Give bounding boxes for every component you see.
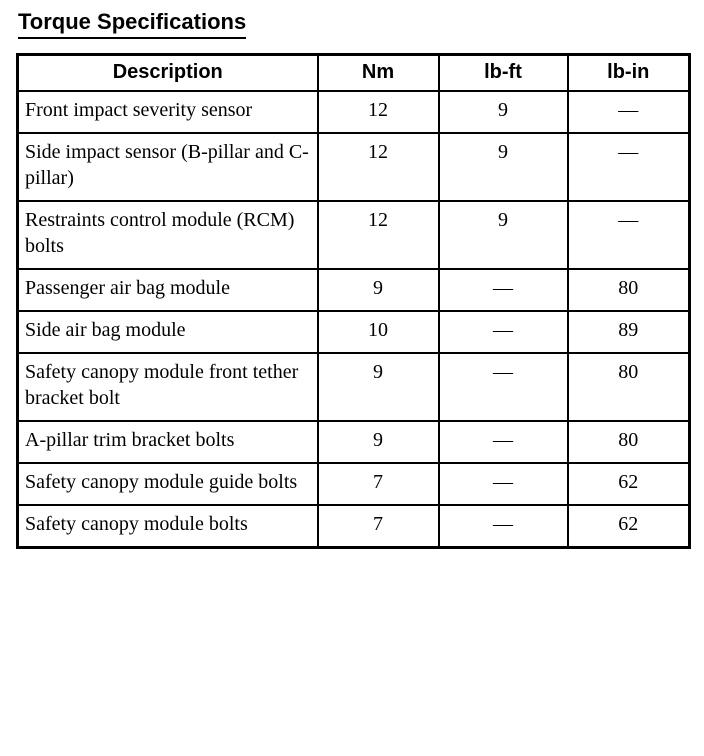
page-title: Torque Specifications [18, 10, 246, 39]
header-nm: Nm [318, 55, 439, 92]
cell-nm: 12 [318, 133, 439, 201]
table-header [18, 55, 690, 92]
table-row [18, 463, 690, 505]
header-row [18, 55, 690, 92]
cell-description: Safety canopy module front tether bracket bolt [18, 353, 318, 421]
cell-description: Restraints control module (RCM) bolts [18, 201, 318, 269]
cell-lb-in: 62 [568, 505, 690, 548]
cell-description: Side impact sensor (B-pillar and C-pillar) [18, 133, 318, 201]
cell-lb-ft: 9 [439, 91, 568, 133]
cell-lb-ft: — [439, 463, 568, 505]
cell-nm: 9 [318, 353, 439, 421]
table-row [18, 353, 690, 421]
torque-specifications-table [16, 53, 691, 549]
cell-lb-in: 62 [568, 463, 690, 505]
cell-lb-ft: — [439, 353, 568, 421]
cell-description: Side air bag module [18, 311, 318, 353]
header-lb-in: lb-in [568, 55, 690, 92]
cell-nm: 9 [318, 421, 439, 463]
cell-lb-ft: — [439, 421, 568, 463]
cell-lb-in: 80 [568, 421, 690, 463]
table-row [18, 505, 690, 548]
cell-lb-in: — [568, 133, 690, 201]
table-body [18, 91, 690, 548]
table-row [18, 133, 690, 201]
cell-lb-ft: 9 [439, 201, 568, 269]
table-row [18, 311, 690, 353]
header-description: Description [18, 55, 318, 92]
cell-description: Passenger air bag module [18, 269, 318, 311]
cell-lb-ft: 9 [439, 133, 568, 201]
table-row [18, 91, 690, 133]
cell-lb-in: — [568, 91, 690, 133]
table-row [18, 421, 690, 463]
cell-lb-in: 80 [568, 269, 690, 311]
cell-lb-ft: — [439, 505, 568, 548]
cell-nm: 7 [318, 463, 439, 505]
header-lb-ft: lb-ft [439, 55, 568, 92]
cell-description: A-pillar trim bracket bolts [18, 421, 318, 463]
cell-nm: 12 [318, 91, 439, 133]
cell-nm: 7 [318, 505, 439, 548]
cell-lb-ft: — [439, 269, 568, 311]
cell-description: Front impact severity sensor [18, 91, 318, 133]
cell-description: Safety canopy module guide bolts [18, 463, 318, 505]
cell-nm: 10 [318, 311, 439, 353]
cell-lb-in: 80 [568, 353, 690, 421]
cell-lb-in: 89 [568, 311, 690, 353]
cell-nm: 9 [318, 269, 439, 311]
cell-nm: 12 [318, 201, 439, 269]
cell-lb-ft: — [439, 311, 568, 353]
table-row [18, 269, 690, 311]
table-row [18, 201, 690, 269]
cell-lb-in: — [568, 201, 690, 269]
cell-description: Safety canopy module bolts [18, 505, 318, 548]
